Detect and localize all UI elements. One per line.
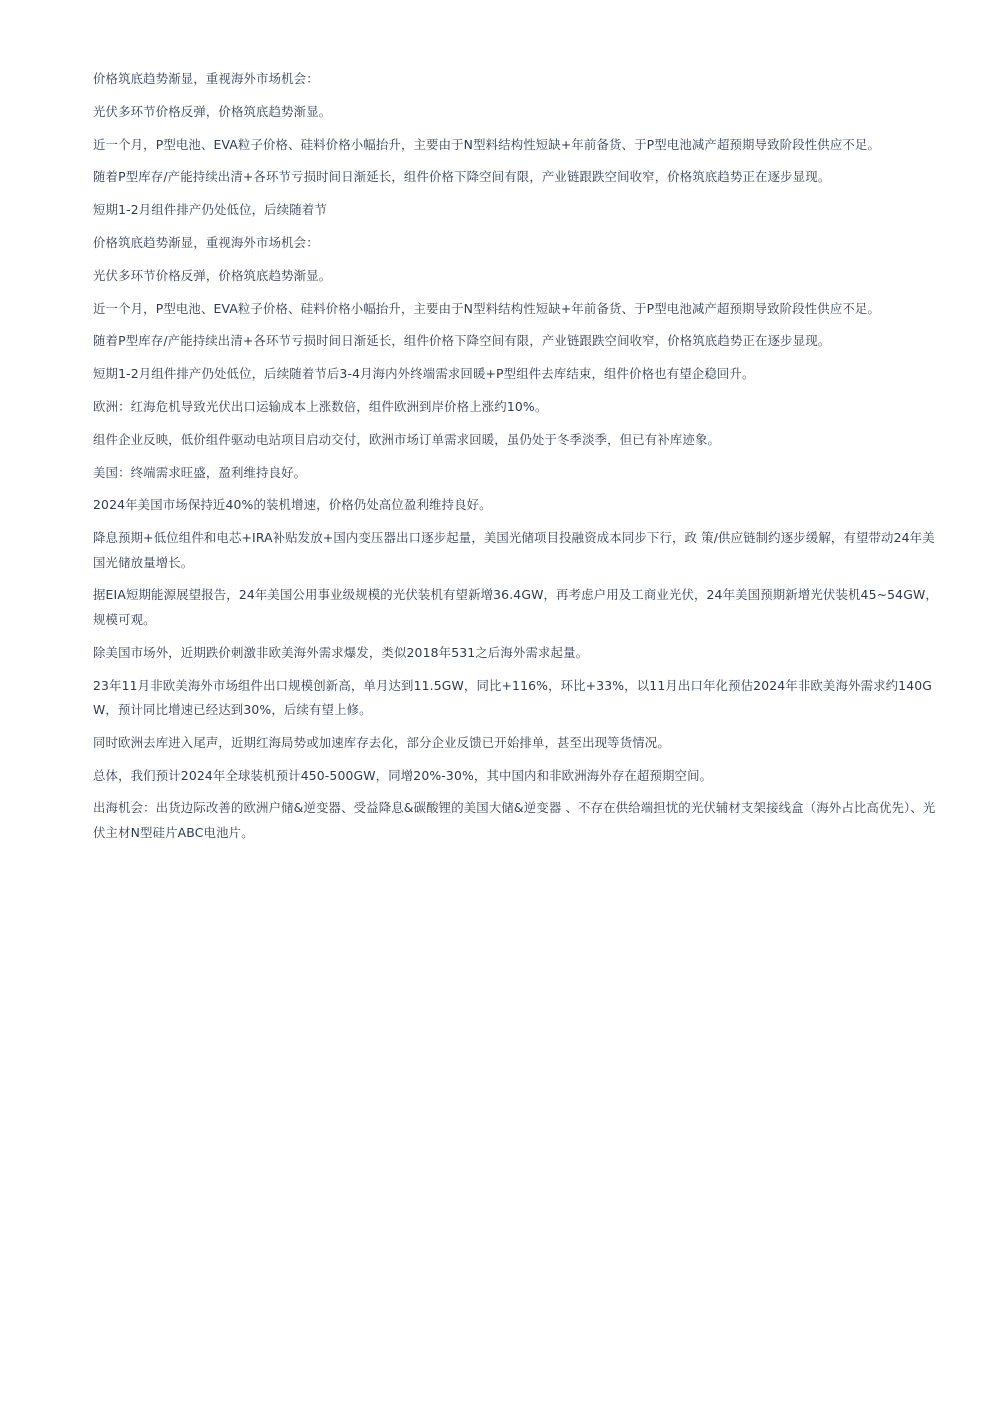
paragraph: 价格筑底趋势渐显，重视海外市场机会：: [93, 234, 319, 250]
document-body: [93, 67, 941, 854]
paragraph: 随着P型库存/产能持续出清+各环节亏损时间日渐延长，组件价格下降空间有限，产业链跟跌空间收窄，价格筑底趋势正在逐步显现。: [93, 333, 831, 349]
paragraph: 2024年美国市场保持近40%的装机增速，价格仍处高位盈利维持良好。: [93, 497, 492, 513]
paragraph: 除美国市场外，近期跌价刺激非欧美海外需求爆发，类似2018年531之后海外需求起量。: [93, 644, 589, 660]
paragraph: 光伏多环节价格反弹，价格筑底趋势渐显。: [93, 267, 332, 283]
paragraph: 23年11月非欧美海外市场组件出口规模创新高，单月达到11.5GW，同比+116%，环比+33%，以11月出口年化预估2024年非欧美海外需求约140GW，预计同比增速已经达到30%，后续有望上修。: [93, 677, 933, 718]
paragraph: 随着P型库存/产能持续出清+各环节亏损时间日渐延长，组件价格下降空间有限，产业链跟跌空间收窄，价格筑底趋势正在逐步显现。: [93, 169, 831, 185]
paragraph: 短期1-2月组件排产仍处低位，后续随着节后3-4月海内外终端需求回暖+P型组件去库结束，组件价格也有望企稳回升。: [93, 366, 755, 382]
paragraph: 美国：终端需求旺盛，盈利维持良好。: [93, 464, 307, 480]
paragraph: 近一个月，P型电池、EVA粒子价格、硅料价格小幅抬升，主要由于N型料结构性短缺+年前备货、于P型电池减产超预期导致阶段性供应不足。: [93, 136, 880, 152]
paragraph: 短期1-2月组件排产仍处低位，后续随着节: [93, 202, 327, 218]
paragraph: 欧洲：红海危机导致光伏出口运输成本上涨数倍，组件欧洲到岸价格上涨约10%。: [93, 398, 548, 414]
paragraph: 近一个月，P型电池、EVA粒子价格、硅料价格小幅抬升，主要由于N型料结构性短缺+年前备货、于P型电池减产超预期导致阶段性供应不足。: [93, 300, 880, 316]
paragraph: 出海机会：出货边际改善的欧洲户储&逆变器、受益降息&碳酸锂的美国大储&逆变器 、不存在供给端担忧的光伏辅材支架接线盒（海外占比高优先）、光伏主材N型硅片ABC电池片。: [93, 800, 936, 840]
paragraph: 同时欧洲去库进入尾声，近期红海局势或加速库存去化，部分企业反馈已开始排单，甚至出现等货情况。: [93, 734, 670, 750]
paragraph: 总体，我们预计2024年全球装机预计450-500GW，同增20%-30%，其中国内和非欧洲海外存在超预期空间。: [93, 767, 713, 783]
paragraph: 降息预期+低位组件和电芯+IRA补贴发放+国内变压器出口逐步起量，美国光储项目投融资成本同步下行，政 策/供应链制约逐步缓解，有望带动24年美国光储放量增长。: [93, 530, 935, 570]
paragraph: 组件企业反映，低价组件驱动电站项目启动交付，欧洲市场订单需求回暖，虽仍处于冬季淡季，但已有补库迹象。: [93, 431, 721, 447]
paragraph: 据EIA短期能源展望报告，24年美国公用事业级规模的光伏装机有望新增36.4GW，再考虑户用及工商业光伏，24年美国预期新增光伏装机45~54GW，规模可观。: [93, 587, 938, 627]
paragraph: 价格筑底趋势渐显，重视海外市场机会：: [93, 71, 319, 86]
paragraph: 光伏多环节价格反弹，价格筑底趋势渐显。: [93, 103, 332, 119]
